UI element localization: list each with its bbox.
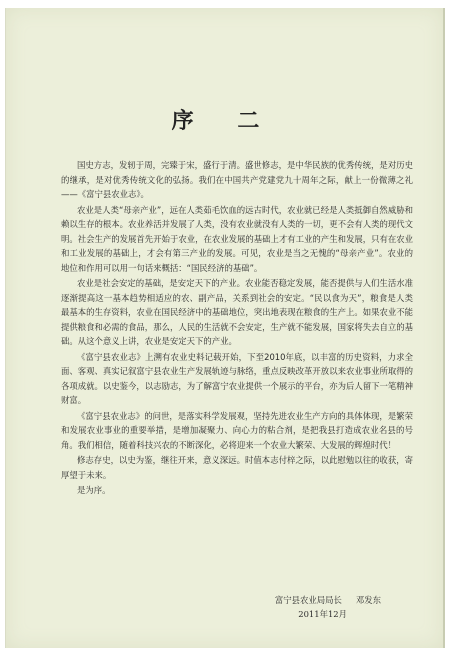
signer-name: 邓发东 [355,595,381,605]
paragraph: 国史方志，发轫于周，完臻于宋，盛行于清。盛世修志，是中华民族的优秀传统，是对历史的继承，是对优秀传统文化的弘扬。我们在中国共产党建党九十周年之际，献上一份微薄之礼——《富宁县农业志》。 [61,160,413,199]
paragraph: 《富宁县农业志》上溯有农业史料记载开始，下至2010年底，以丰富的历史资料，力求全面、客观、真实记叙富宁县农业生产发展轨迹与脉络，重点反映改革开放以来农业事业所取得的各项成就。以史鉴今，以志励志，为了解富宁农业提供一个展示的平台，亦为后人留下一笔精神财富。 [61,351,413,405]
paragraph: 《富宁县农业志》的问世，是落实科学发展观，坚持先进农业生产方向的具体体现，是繁荣和发展农业事业的重要举措，是增加凝聚力、向心力的粘合剂，是把我县打造成农业名县的号角。我们相信，随着科技兴农的不断深化，必将迎来一个农业大繁荣、大发展的辉煌时代！ [61,410,413,450]
page-title: 序 二 [171,108,278,134]
paragraph: 是为序。 [77,485,111,495]
paragraph: 农业是人类“母亲产业”，远在人类茹毛饮血的远古时代，农业就已经是人类抵御自然威胁和赖以生存的根本。农业养活并发展了人类，没有农业就没有人类的一切，更不会有人类的现代文明。社会生产的发展首先开始于农业，在农业发展的基础上才有工业的产生和发展，只有在农业和工业发展的基础上，才会有第三产业的发展。可见，农业是当之无愧的“母亲产业”。农业的地位和作用可以用一句话来概括：“国民经济的基础”。 [61,204,413,273]
signature-date: 2011年12月 [298,609,347,619]
signer-position: 富宁县农业局局长 [274,595,342,605]
paragraph: 修志存史，以史为鉴，继往开来，意义深远。时值本志付梓之际，以此慰勉以往的收获，寄厚望于未来。 [61,455,413,480]
preface-body [61,158,413,499]
signature-block [275,593,381,621]
book-page [5,8,445,648]
paragraph: 农业是社会安定的基础，是安定天下的产业。农业能否稳定发展，能否提供与人们生活水准逐渐提高这一基本趋势相适应的农、副产品，关系到社会的安定。“民以食为天”，粮食是人类最基本的生存资料，农业在国民经济中的基础地位，突出地表现在粮食的生产上。如果农业不能提供粮食和必需的食品，那么，人民的生活就不会安定，生产就不能发展，国家将失去自立的基础。从这个意义上讲，农业是安定天下的产业。 [61,278,413,346]
